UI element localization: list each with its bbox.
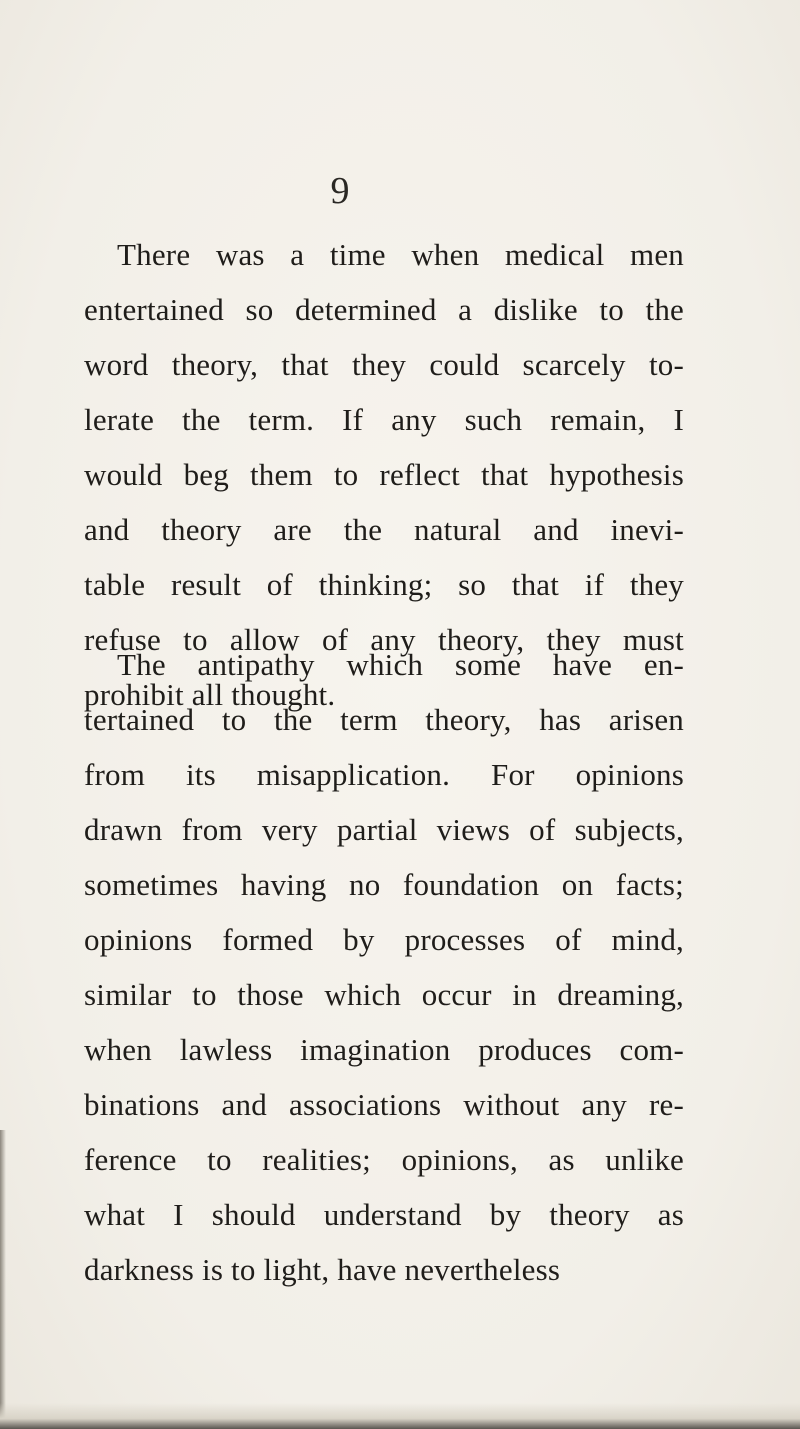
text-line: from its misapplication. For opinions	[84, 757, 684, 792]
text-line: lerate the term. If any such remain, I	[84, 402, 684, 437]
page-number: 9	[330, 170, 350, 212]
text-line: table result of thinking; so that if they	[84, 567, 684, 602]
text-line: ference to realities; opinions, as unlike	[84, 1142, 684, 1177]
text-line: refuse to allow of any theory, they must	[84, 622, 684, 657]
text-line: opinions formed by processes of mind,	[84, 922, 684, 957]
text-line: when lawless imagination produces com-	[84, 1032, 684, 1067]
text-line: darkness is to light, have nevertheless	[84, 1252, 561, 1287]
text-line: and theory are the natural and inevi-	[84, 512, 684, 547]
text-line: prohibit all thought.	[84, 677, 336, 712]
page-left-edge-shadow	[0, 1130, 6, 1429]
paragraph-2	[84, 637, 684, 1297]
text-line: The antipathy which some have en-	[117, 647, 684, 682]
text-line: sometimes having no foundation on facts;	[84, 867, 684, 902]
text-line: entertained so determined a dislike to the	[84, 292, 684, 327]
text-line: binations and associations without any re-	[84, 1087, 684, 1122]
text-line: similar to those which occur in dreaming,	[84, 977, 684, 1012]
text-line: word theory, that they could scarcely to-	[84, 347, 684, 382]
text-line: There was a time when medical men	[117, 237, 684, 272]
text-line: would beg them to reflect that hypothesis	[84, 457, 684, 492]
page-bottom-edge-shadow	[0, 1403, 800, 1429]
text-line: drawn from very partial views of subjects,	[84, 812, 684, 847]
text-line: what I should understand by theory as	[84, 1197, 684, 1232]
text-line: tertained to the term theory, has arisen	[84, 702, 684, 737]
